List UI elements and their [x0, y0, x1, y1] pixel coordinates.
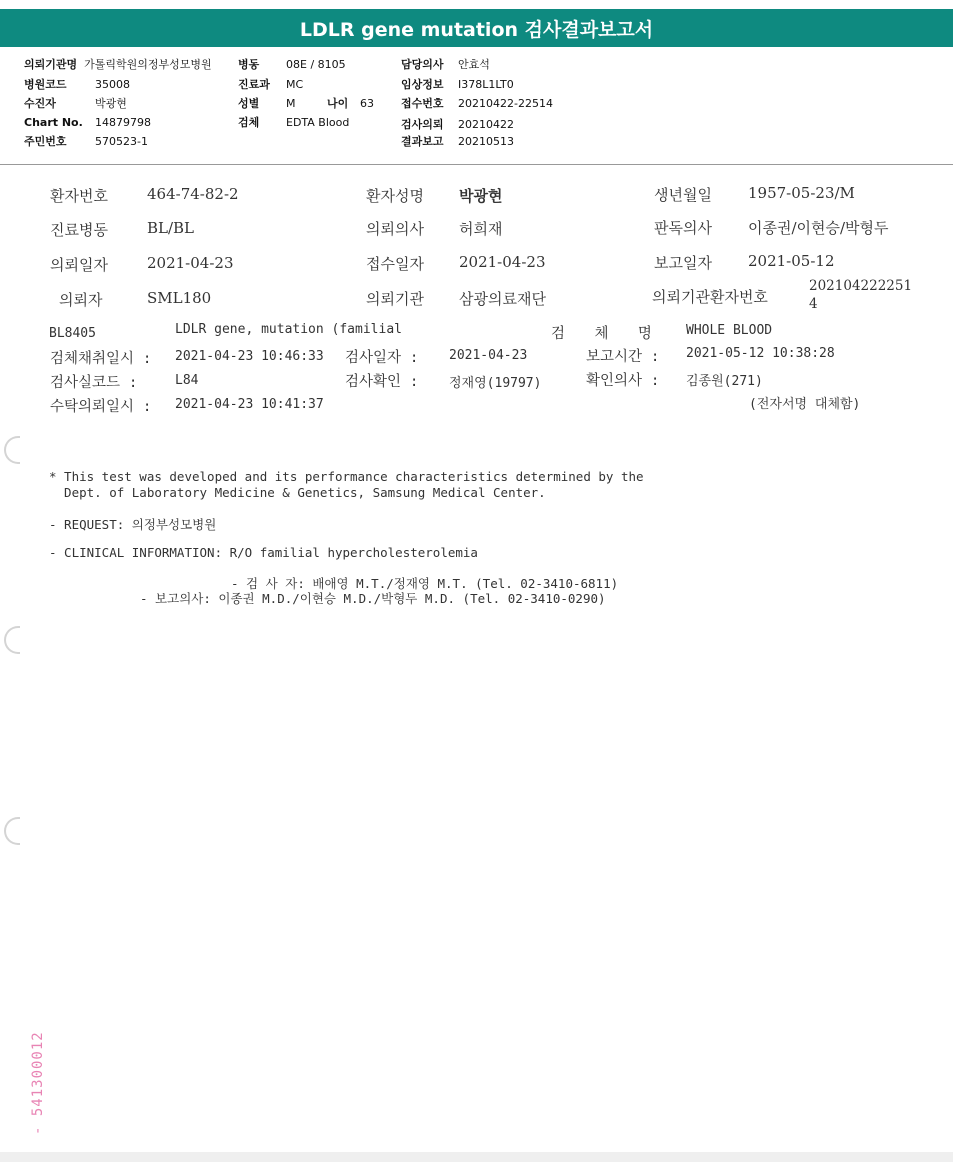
scanned-report	[0, 168, 953, 1152]
collect-label: 검체채취일시 :	[50, 351, 152, 367]
lab-code-value: L84	[175, 373, 199, 388]
header-report-date: 결과보고 20210513	[401, 135, 514, 148]
header-chart-no: Chart No. 14879798	[24, 116, 151, 129]
value-requester: SML180	[147, 289, 212, 307]
header-age: 나이 63	[327, 97, 374, 110]
specimen-value: WHOLE BLOOD	[686, 323, 773, 338]
header-ward: 병동 08E / 8105	[238, 58, 346, 71]
lab-code-label: 검사실코드 :	[50, 375, 138, 391]
value-req-doctor: 허희재	[459, 220, 503, 238]
label-inst-pt-no: 의뢰기관환자번호	[652, 288, 768, 306]
confirm-doc-value: 김종원(271)	[686, 374, 763, 389]
confirm-value: 정재영(19797)	[449, 376, 542, 391]
value-patient-name: 박광현	[459, 187, 503, 205]
value-inst-pt-no-2: 4	[809, 296, 818, 312]
label-req-inst: 의뢰기관	[366, 290, 424, 308]
request-line: - REQUEST: 의정부성모병원	[49, 517, 217, 532]
note-line-2: Dept. of Laboratory Medicine & Genetics, Samsung Medical Center.	[49, 485, 546, 500]
header-sex: 성별 M	[238, 97, 296, 110]
side-barcode-number: - 541300012	[30, 1031, 46, 1135]
confirm-doc-label: 확인의사 :	[586, 373, 660, 389]
label-req-doctor: 의뢰의사	[366, 220, 424, 238]
consign-value: 2021-04-23 10:41:37	[175, 397, 324, 412]
esign-note: (전자서명 대체함)	[749, 397, 861, 412]
clinical-line: - CLINICAL INFORMATION: R/O familial hypercholesterolemia	[49, 545, 478, 560]
label-recv-date: 접수일자	[366, 255, 424, 273]
test-date-label: 검사일자 :	[345, 350, 419, 366]
value-recv-date: 2021-04-23	[459, 253, 546, 271]
label-ward: 진료병동	[50, 221, 108, 239]
header-hospital-code: 병원코드 35008	[24, 78, 130, 91]
test-code: BL8405	[49, 326, 96, 341]
header-resident-no: 주민번호 570523-1	[24, 135, 148, 148]
label-dob: 생년월일	[654, 186, 712, 204]
specimen-label: 검 체 명	[551, 326, 656, 342]
reporter-line: - 보고의사: 이종권 M.D./이현승 M.D./박형두 M.D. (Tel. 02-3410-0290)	[140, 591, 606, 606]
report-time-label: 보고시간 :	[586, 349, 660, 365]
header-attending: 담당의사 안효석	[401, 58, 490, 71]
label-report-date: 보고일자	[654, 254, 712, 272]
value-dob: 1957-05-23/M	[748, 184, 855, 202]
value-ward: BL/BL	[147, 219, 195, 237]
value-req-inst: 삼광의료재단	[459, 290, 546, 308]
header-clinical-info: 임상정보 I378L1LT0	[401, 78, 514, 91]
value-req-date: 2021-04-23	[147, 254, 234, 272]
label-read-doctor: 판독의사	[654, 219, 712, 237]
label-requester: 의뢰자	[59, 291, 103, 309]
header-hospital-name: 의뢰기관명 가톨릭학원의정부성모병원	[24, 58, 212, 71]
collect-value: 2021-04-23 10:46:33	[175, 349, 324, 364]
header-request-date: 검사의뢰 20210422	[401, 118, 514, 131]
test-date-value: 2021-04-23	[449, 348, 528, 363]
tester-line: - 검 사 자: 배애영 M.T./정재영 M.T. (Tel. 02-3410-6811)	[231, 576, 619, 591]
header-divider	[0, 164, 953, 165]
note-line-1: * This test was developed and its performance characteristics determined by the	[49, 469, 644, 484]
header-receipt-no: 접수번호 20210422-22514	[401, 97, 553, 110]
label-req-date: 의뢰일자	[50, 256, 108, 274]
value-report-date: 2021-05-12	[748, 252, 835, 270]
report-title: LDLR gene mutation 검사결과보고서	[0, 9, 953, 47]
header-department: 진료과 MC	[238, 78, 304, 91]
confirm-label: 검사확인 :	[345, 374, 419, 390]
header-patient: 수진자 박광현	[24, 97, 127, 110]
value-patient-no: 464-74-82-2	[147, 185, 239, 203]
report-time-value: 2021-05-12 10:38:28	[686, 346, 835, 361]
header-specimen: 검체 EDTA Blood	[238, 116, 350, 129]
value-read-doctor: 이종권/이현승/박형두	[748, 219, 889, 237]
label-patient-no: 환자번호	[50, 187, 108, 205]
consign-label: 수탁의뢰일시 :	[50, 399, 152, 415]
value-inst-pt-no-1: 202104222251	[809, 278, 913, 294]
label-patient-name: 환자성명	[366, 187, 424, 205]
bottom-strip	[0, 1152, 953, 1162]
test-name: LDLR gene, mutation (familial	[175, 322, 402, 337]
